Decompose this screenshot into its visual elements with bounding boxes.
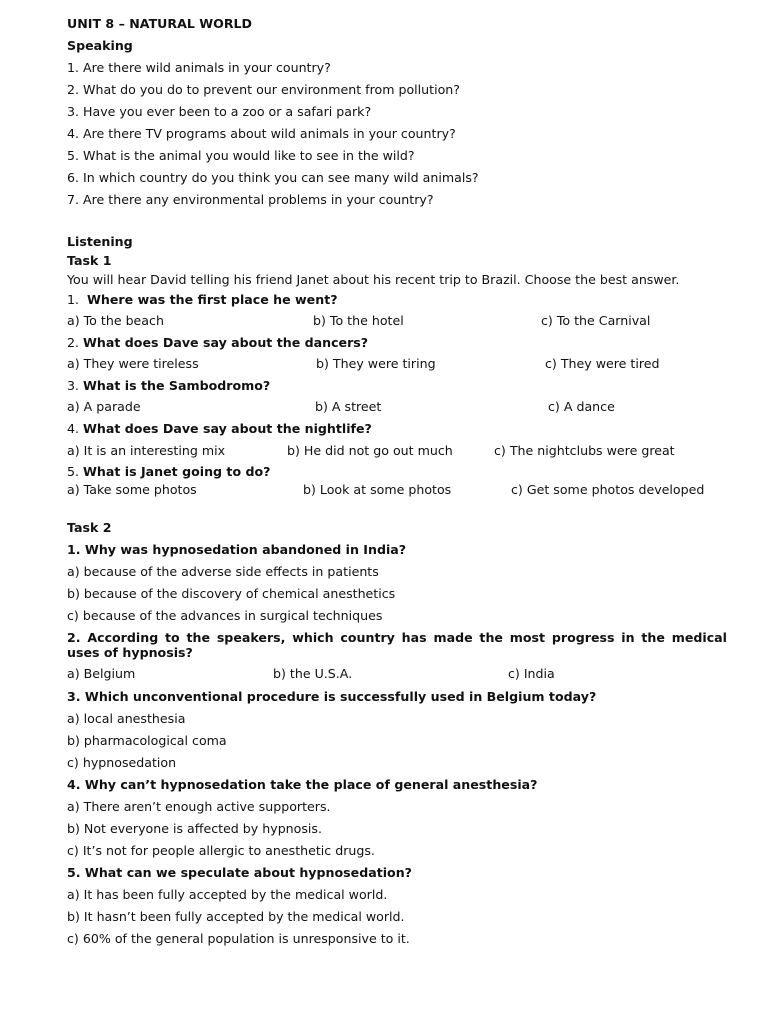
answer-option: c) A dance (548, 399, 615, 414)
answer-option: a) It has been fully accepted by the medical world. (67, 887, 388, 902)
answer-option: b) It hasn’t been fully accepted by the medical world. (67, 909, 405, 924)
answer-option: c) To the Carnival (541, 313, 651, 328)
answer-option: c) The nightclubs were great (494, 443, 675, 458)
answer-option: b) the U.S.A. (273, 666, 353, 681)
task2-question: 4. Why can’t hypnosedation take the place of general anesthesia? (67, 777, 538, 792)
answer-option: a) It is an interesting mix (67, 443, 226, 458)
listening-heading: Listening (67, 234, 133, 249)
speaking-question: 1. Are there wild animals in your country? (67, 60, 331, 75)
answer-option: b) because of the discovery of chemical anesthetics (67, 586, 396, 601)
question-number: 5. (67, 464, 84, 479)
answer-option: c) hypnosedation (67, 755, 177, 770)
task1-question (67, 378, 270, 394)
speaking-heading: Speaking (67, 38, 133, 53)
speaking-question: 2. What do you do to prevent our environment from pollution? (67, 82, 460, 97)
answer-option: a) They were tireless (67, 356, 199, 371)
speaking-question: 5. What is the animal you would like to see in the wild? (67, 148, 415, 163)
answer-option: a) because of the adverse side effects in patients (67, 564, 379, 579)
answer-option: b) A street (315, 399, 382, 414)
answer-option: b) He did not go out much (287, 443, 453, 458)
speaking-question: 3. Have you ever been to a zoo or a safari park? (67, 104, 372, 119)
answer-option: c) because of the advances in surgical techniques (67, 608, 383, 623)
speaking-question: 6. In which country do you think you can see many wild animals? (67, 170, 479, 185)
answer-option: c) India (508, 666, 555, 681)
task1-heading: Task 1 (67, 253, 112, 268)
answer-option: c) 60% of the general population is unresponsive to it. (67, 931, 410, 946)
speaking-question: 4. Are there TV programs about wild animals in your country? (67, 126, 456, 141)
question-number: 2. (67, 335, 84, 350)
answer-option: b) Look at some photos (303, 482, 452, 497)
question-text: What does Dave say about the dancers? (83, 335, 369, 350)
answer-option: a) A parade (67, 399, 141, 414)
task2-heading: Task 2 (67, 520, 112, 535)
answer-option: a) To the beach (67, 313, 164, 328)
answer-option: c) They were tired (545, 356, 660, 371)
answer-option: b) pharmacological coma (67, 733, 227, 748)
question-number: 3. (67, 378, 84, 393)
speaking-question: 7. Are there any environmental problems in your country? (67, 192, 434, 207)
question-text: What is the Sambodromo? (83, 378, 271, 393)
task1-question (67, 464, 270, 480)
answer-option: a) There aren’t enough active supporters. (67, 799, 331, 814)
task2-question: 2. According to the speakers, which country has made the most progress in the medical uses of hypnosis? (67, 630, 727, 660)
answer-option: c) It’s not for people allergic to anesthetic drugs. (67, 843, 375, 858)
answer-option: a) local anesthesia (67, 711, 186, 726)
task1-question (67, 335, 368, 351)
task2-question: 5. What can we speculate about hypnosedation? (67, 865, 412, 880)
answer-option: a) Belgium (67, 666, 136, 681)
unit-title: UNIT 8 – NATURAL WORLD (67, 16, 253, 31)
question-text: What does Dave say about the nightlife? (83, 421, 372, 436)
question-number: 4. (67, 421, 84, 436)
question-text: Where was the first place he went? (87, 292, 338, 307)
answer-option: b) To the hotel (313, 313, 404, 328)
question-text: What is Janet going to do? (83, 464, 271, 479)
task2-question: 3. Which unconventional procedure is successfully used in Belgium today? (67, 689, 597, 704)
answer-option: c) Get some photos developed (511, 482, 705, 497)
task1-question (67, 421, 372, 437)
task1-question (67, 292, 338, 308)
task2-question: 1. Why was hypnosedation abandoned in India? (67, 542, 407, 557)
task1-instructions: You will hear David telling his friend Janet about his recent trip to Brazil. Choose the best answer. (67, 272, 680, 287)
answer-option: b) They were tiring (316, 356, 436, 371)
answer-option: a) Take some photos (67, 482, 197, 497)
answer-option: b) Not everyone is affected by hypnosis. (67, 821, 322, 836)
question-number: 1. (67, 292, 88, 307)
